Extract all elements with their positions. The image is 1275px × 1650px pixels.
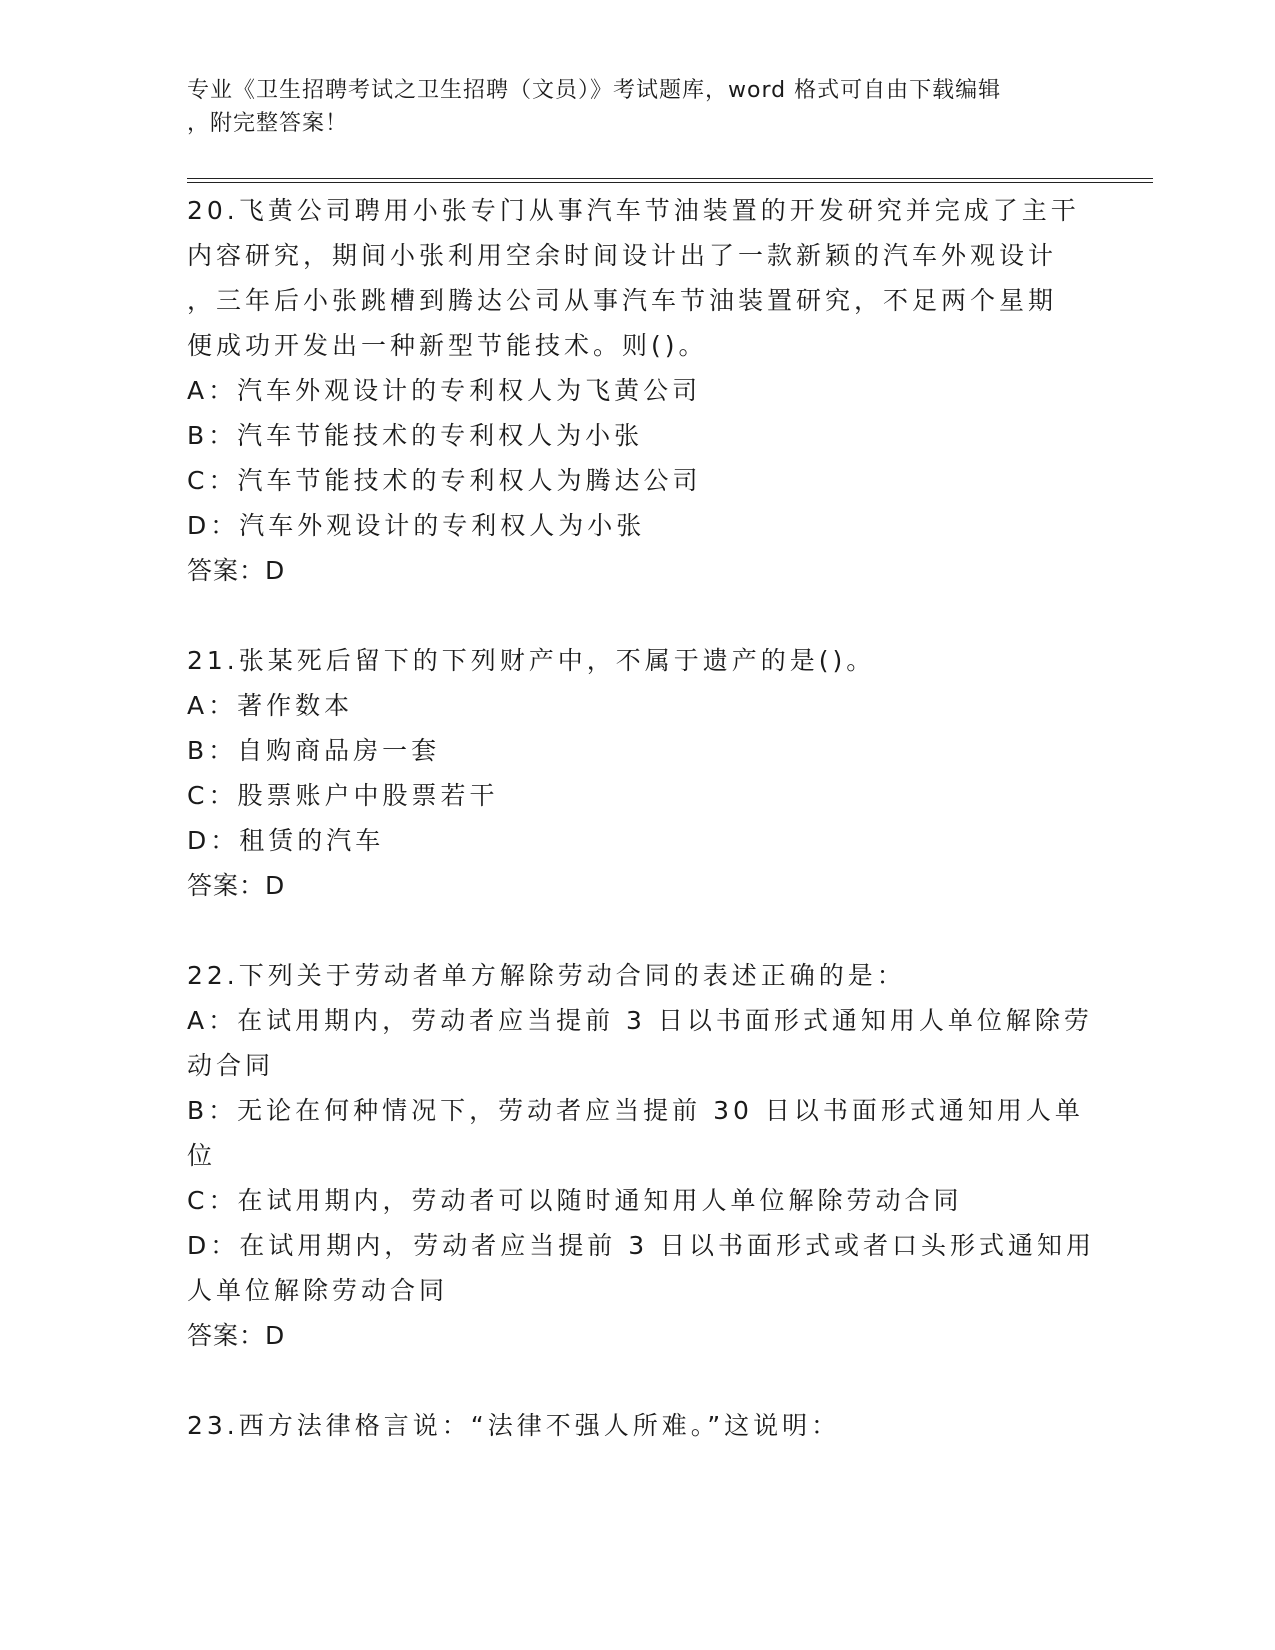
question-text-line: ，三年后小张跳槽到腾达公司从事汽车节油装置研究，不足两个星期: [187, 286, 1058, 315]
option-d: D：汽车外观设计的专利权人为小张: [187, 511, 646, 540]
question-20: [187, 188, 1087, 593]
option-b: B：汽车节能技术的专利权人为小张: [187, 421, 644, 450]
question-text-line: 22.下列关于劳动者单方解除劳动合同的表述正确的是：: [187, 961, 906, 990]
option-d: D：租赁的汽车: [187, 826, 385, 855]
option-a: A：在试用期内，劳动者应当提前 3 日以书面形式通知用人单位解除劳: [187, 1006, 1093, 1035]
answer-label: 答案：D: [187, 556, 286, 585]
option-b: B：无论在何种情况下，劳动者应当提前 30 日以书面形式通知用人单: [187, 1096, 1084, 1125]
answer-label: 答案：D: [187, 871, 286, 900]
question-text-line: 23.西方法律格言说：“法律不强人所难。”这说明：: [187, 1411, 841, 1440]
header-line-1: 专业《卫生招聘考试之卫生招聘（文员）》考试题库，word 格式可自由下载编辑: [187, 78, 1002, 103]
option-c: C：股票账户中股票若干: [187, 781, 499, 810]
option-b: B：自购商品房一套: [187, 736, 441, 765]
question-21: [187, 638, 1087, 908]
option-d-continuation: 人单位解除劳动合同: [187, 1276, 449, 1305]
question-text-line: 便成功开发出一种新型节能技术。则()。: [187, 331, 708, 360]
question-text-line: 20.飞黄公司聘用小张专门从事汽车节油装置的开发研究并完成了主干: [187, 196, 1080, 225]
question-text-line: 内容研究，期间小张利用空余时间设计出了一款新颖的汽车外观设计: [187, 241, 1058, 270]
header-line-2: ，附完整答案！: [187, 111, 349, 136]
question-23: [187, 1403, 1087, 1448]
option-c: C：汽车节能技术的专利权人为腾达公司: [187, 466, 702, 495]
option-a: A：汽车外观设计的专利权人为飞黄公司: [187, 376, 702, 405]
option-a: A：著作数本: [187, 691, 354, 720]
question-22: [187, 953, 1096, 1358]
option-c: C：在试用期内，劳动者可以随时通知用人单位解除劳动合同: [187, 1186, 963, 1215]
option-b-continuation: 位: [187, 1141, 217, 1170]
option-a-continuation: 动合同: [187, 1051, 275, 1080]
question-list: [187, 188, 1096, 1493]
option-d: D：在试用期内，劳动者应当提前 3 日以书面形式或者口头形式通知用: [187, 1231, 1096, 1260]
header-divider: [187, 178, 1153, 183]
document-header: [187, 74, 1067, 140]
answer-label: 答案：D: [187, 1321, 286, 1350]
question-text-line: 21.张某死后留下的下列财产中，不属于遗产的是()。: [187, 646, 876, 675]
